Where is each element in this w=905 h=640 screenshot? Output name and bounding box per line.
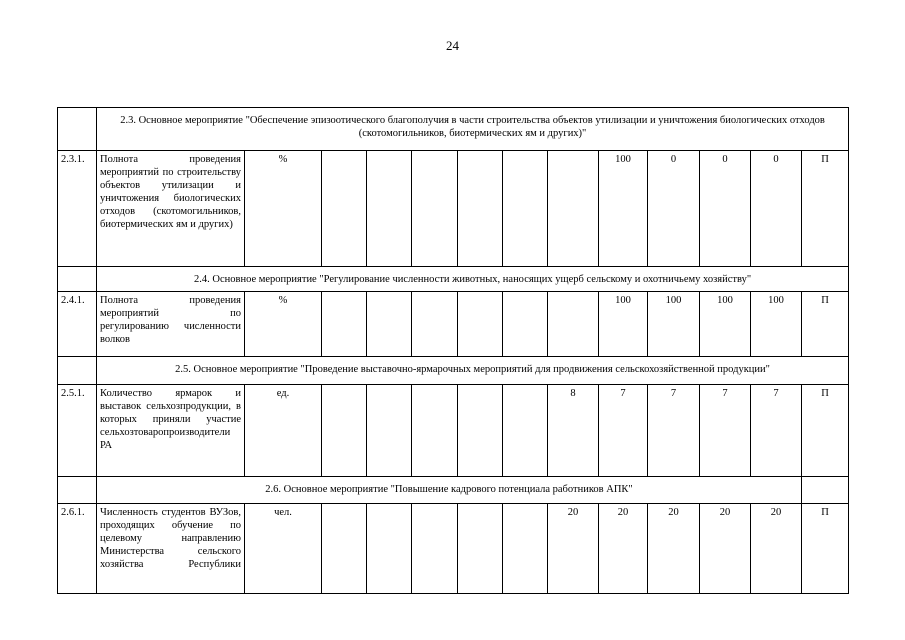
value-cell	[548, 292, 599, 357]
indicator-unit: %	[245, 151, 322, 267]
value-cell: 100	[648, 292, 700, 357]
value-cell	[503, 385, 548, 477]
section-title: 2.3. Основное мероприятие "Обеспечение эпизоотического благополучия в части строительства объектов утилизации и уничтожения биологических отходов (скотомогильников, биотермических ям и других)"	[97, 108, 849, 151]
indicator-unit: чел.	[245, 504, 322, 594]
value-cell	[503, 292, 548, 357]
section-row-2-4	[58, 267, 849, 292]
indicator-unit: ед.	[245, 385, 322, 477]
section-num-cell	[58, 357, 97, 385]
value-cell: 100	[599, 292, 648, 357]
value-cell	[412, 385, 458, 477]
value-cell: 20	[700, 504, 751, 594]
page-number: 24	[446, 38, 459, 53]
value-cell: 100	[700, 292, 751, 357]
value-cell	[322, 504, 367, 594]
value-cell: 20	[548, 504, 599, 594]
indicator-number: 2.3.1.	[58, 151, 97, 267]
indicator-type: П	[802, 504, 849, 594]
indicator-row-2-4-1	[58, 292, 849, 357]
indicator-type: П	[802, 151, 849, 267]
value-cell	[412, 504, 458, 594]
value-cell	[367, 504, 412, 594]
value-cell: 20	[599, 504, 648, 594]
value-cell	[412, 292, 458, 357]
value-cell: 0	[751, 151, 802, 267]
section-title: 2.5. Основное мероприятие "Проведение выставочно-ярмарочных мероприятий для продвижения сельскохозяйственной продукции"	[97, 357, 849, 385]
value-cell	[548, 151, 599, 267]
value-cell	[458, 385, 503, 477]
indicator-number: 2.4.1.	[58, 292, 97, 357]
section-num-cell	[58, 477, 97, 504]
indicator-type: П	[802, 292, 849, 357]
indicator-type: П	[802, 385, 849, 477]
indicator-name: Полнота проведения мероприятий по регулированию численности волков	[97, 292, 245, 357]
indicator-row-2-3-1	[58, 151, 849, 267]
value-cell: 7	[751, 385, 802, 477]
value-cell: 0	[700, 151, 751, 267]
value-cell	[412, 151, 458, 267]
value-cell	[367, 385, 412, 477]
value-cell: 20	[751, 504, 802, 594]
section-title: 2.6. Основное мероприятие "Повышение кадрового потенциала работников АПК"	[97, 477, 802, 504]
section-num-cell	[58, 108, 97, 151]
indicators-table	[57, 107, 849, 594]
indicator-row-2-5-1	[58, 385, 849, 477]
section-row-2-6	[58, 477, 849, 504]
value-cell: 7	[700, 385, 751, 477]
value-cell	[503, 504, 548, 594]
section-title: 2.4. Основное мероприятие "Регулирование численности животных, наносящих ущерб сельскому и охотничьему хозяйству"	[97, 267, 849, 292]
value-cell	[458, 151, 503, 267]
indicator-name: Количество ярмарок и выставок сельхозпродукции, в которых приняли участие сельхозтоваропроизводители РА	[97, 385, 245, 477]
indicator-name: Численность студентов ВУЗов, проходящих обучение по целевому направлению Министерства сельского хозяйства Республики	[97, 504, 245, 594]
value-cell	[458, 292, 503, 357]
value-cell	[322, 385, 367, 477]
value-cell: 0	[648, 151, 700, 267]
section-end-cell	[802, 477, 849, 504]
value-cell: 100	[599, 151, 648, 267]
section-row-2-3	[58, 108, 849, 151]
value-cell	[367, 151, 412, 267]
value-cell	[322, 292, 367, 357]
value-cell: 7	[648, 385, 700, 477]
indicator-name: Полнота проведения мероприятий по строительству объектов утилизации и уничтожения биологических отходов (скотомогильников, биотермических ям и других)	[97, 151, 245, 267]
value-cell: 7	[599, 385, 648, 477]
value-cell	[503, 151, 548, 267]
value-cell: 20	[648, 504, 700, 594]
indicator-number: 2.6.1.	[58, 504, 97, 594]
value-cell	[322, 151, 367, 267]
value-cell	[458, 504, 503, 594]
value-cell: 100	[751, 292, 802, 357]
section-row-2-5	[58, 357, 849, 385]
value-cell: 8	[548, 385, 599, 477]
value-cell	[367, 292, 412, 357]
indicator-number: 2.5.1.	[58, 385, 97, 477]
indicator-unit: %	[245, 292, 322, 357]
section-num-cell	[58, 267, 97, 292]
indicator-row-2-6-1	[58, 504, 849, 594]
